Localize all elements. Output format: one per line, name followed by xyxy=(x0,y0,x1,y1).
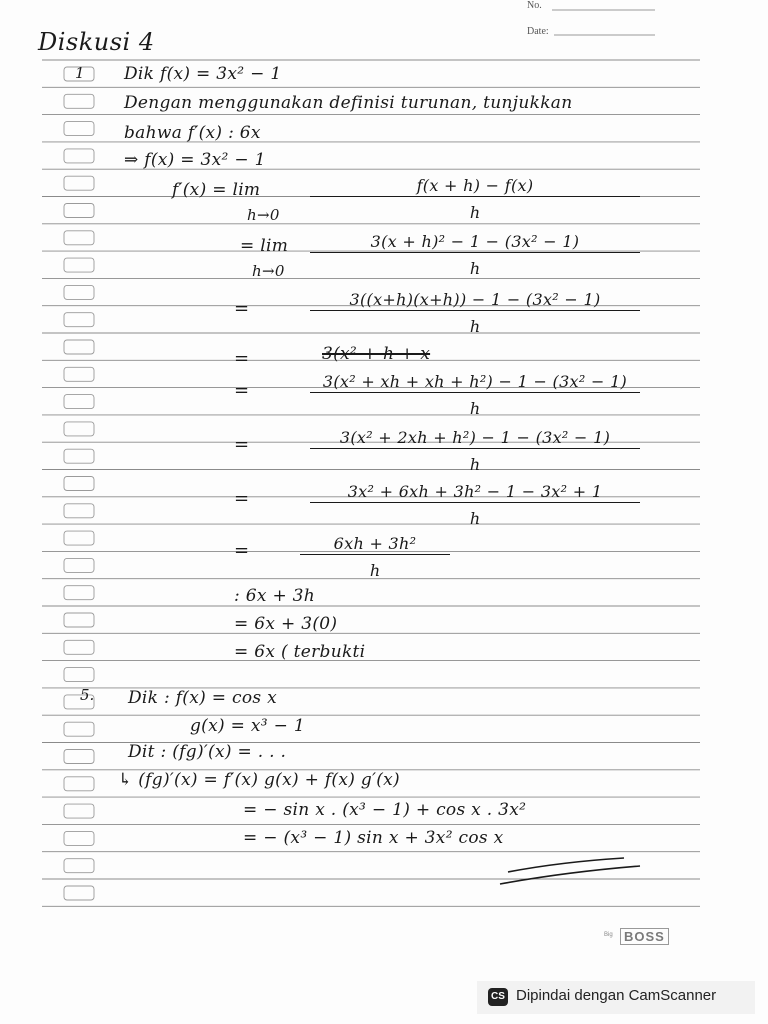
step2-lhs: = lim xyxy=(240,236,289,256)
q5-asked: Dit : (fg)′(x) = . . . xyxy=(128,742,287,762)
step1-denominator: h xyxy=(469,203,481,222)
boss-logo: BOSS xyxy=(620,928,669,945)
no-label: No. xyxy=(527,0,542,11)
step3-equals: = xyxy=(234,298,250,319)
q1-claim: bahwa f′(x) : 6x xyxy=(124,123,261,143)
q5-given-f: Dik : f(x) = cos x xyxy=(128,688,277,708)
step6-numerator: 3(x² + 2xh + h²) − 1 − (3x² − 1) xyxy=(310,428,640,449)
camscanner-icon: CS xyxy=(488,988,508,1006)
page-title: Diskusi 4 xyxy=(38,28,155,56)
step3-numerator: 3((x+h)(x+h)) − 1 − (3x² − 1) xyxy=(310,290,640,311)
step2-limit: h→0 xyxy=(252,262,285,280)
struck-out-attempt: 3(x² + h + x xyxy=(322,344,431,364)
step6-equals: = xyxy=(234,434,250,455)
step4-equals: = xyxy=(234,348,250,369)
q5-given-g: g(x) = x³ − 1 xyxy=(190,716,305,736)
step1-lhs: f′(x) = lim xyxy=(172,180,261,200)
q5-final-answer: = − (x³ − 1) sin x + 3x² cos x xyxy=(243,828,504,848)
q1-instruction: Dengan menggunakan definisi turunan, tunjukkan xyxy=(124,93,573,113)
step9: : 6x + 3h xyxy=(234,586,316,606)
step7-equals: = xyxy=(234,488,250,509)
step7-numerator: 3x² + 6xh + 3h² − 1 − 3x² + 1 xyxy=(310,482,640,503)
step5-numerator: 3(x² + xh + xh + h²) − 1 − (3x² − 1) xyxy=(310,372,640,393)
step5-equals: = xyxy=(234,380,250,401)
step6-denominator: h xyxy=(469,455,481,474)
step3-denominator: h xyxy=(469,317,481,336)
step2-numerator: 3(x + h)² − 1 − (3x² − 1) xyxy=(310,232,640,253)
step5-denominator: h xyxy=(469,399,481,418)
step1-numerator: f(x + h) − f(x) xyxy=(310,176,640,197)
step8-numerator: 6xh + 3h² xyxy=(300,534,450,555)
camscanner-text: Dipindai dengan CamScanner xyxy=(516,987,717,1004)
step8-equals: = xyxy=(234,540,250,561)
q1-given: Dik f(x) = 3x² − 1 xyxy=(124,64,282,84)
step10: = 6x + 3(0) xyxy=(234,614,338,634)
logo-prefix: Big xyxy=(604,932,613,938)
step2-denominator: h xyxy=(469,259,481,278)
q5-substitution: = − sin x . (x³ − 1) + cos x . 3x² xyxy=(243,800,527,820)
step8-denominator: h xyxy=(369,561,381,580)
q1-restate: ⇒ f(x) = 3x² − 1 xyxy=(124,150,266,170)
step1-limit: h→0 xyxy=(247,206,280,224)
q5-product-rule: ↳ (fg)′(x) = f′(x) g(x) + f(x) g′(x) xyxy=(118,770,400,790)
step11-conclusion: = 6x ( terbukti xyxy=(234,642,366,662)
question-number-5: 5. xyxy=(80,686,95,704)
step7-denominator: h xyxy=(469,509,481,528)
date-label: Date: xyxy=(527,26,549,37)
question-number-1: 1 xyxy=(75,64,85,82)
